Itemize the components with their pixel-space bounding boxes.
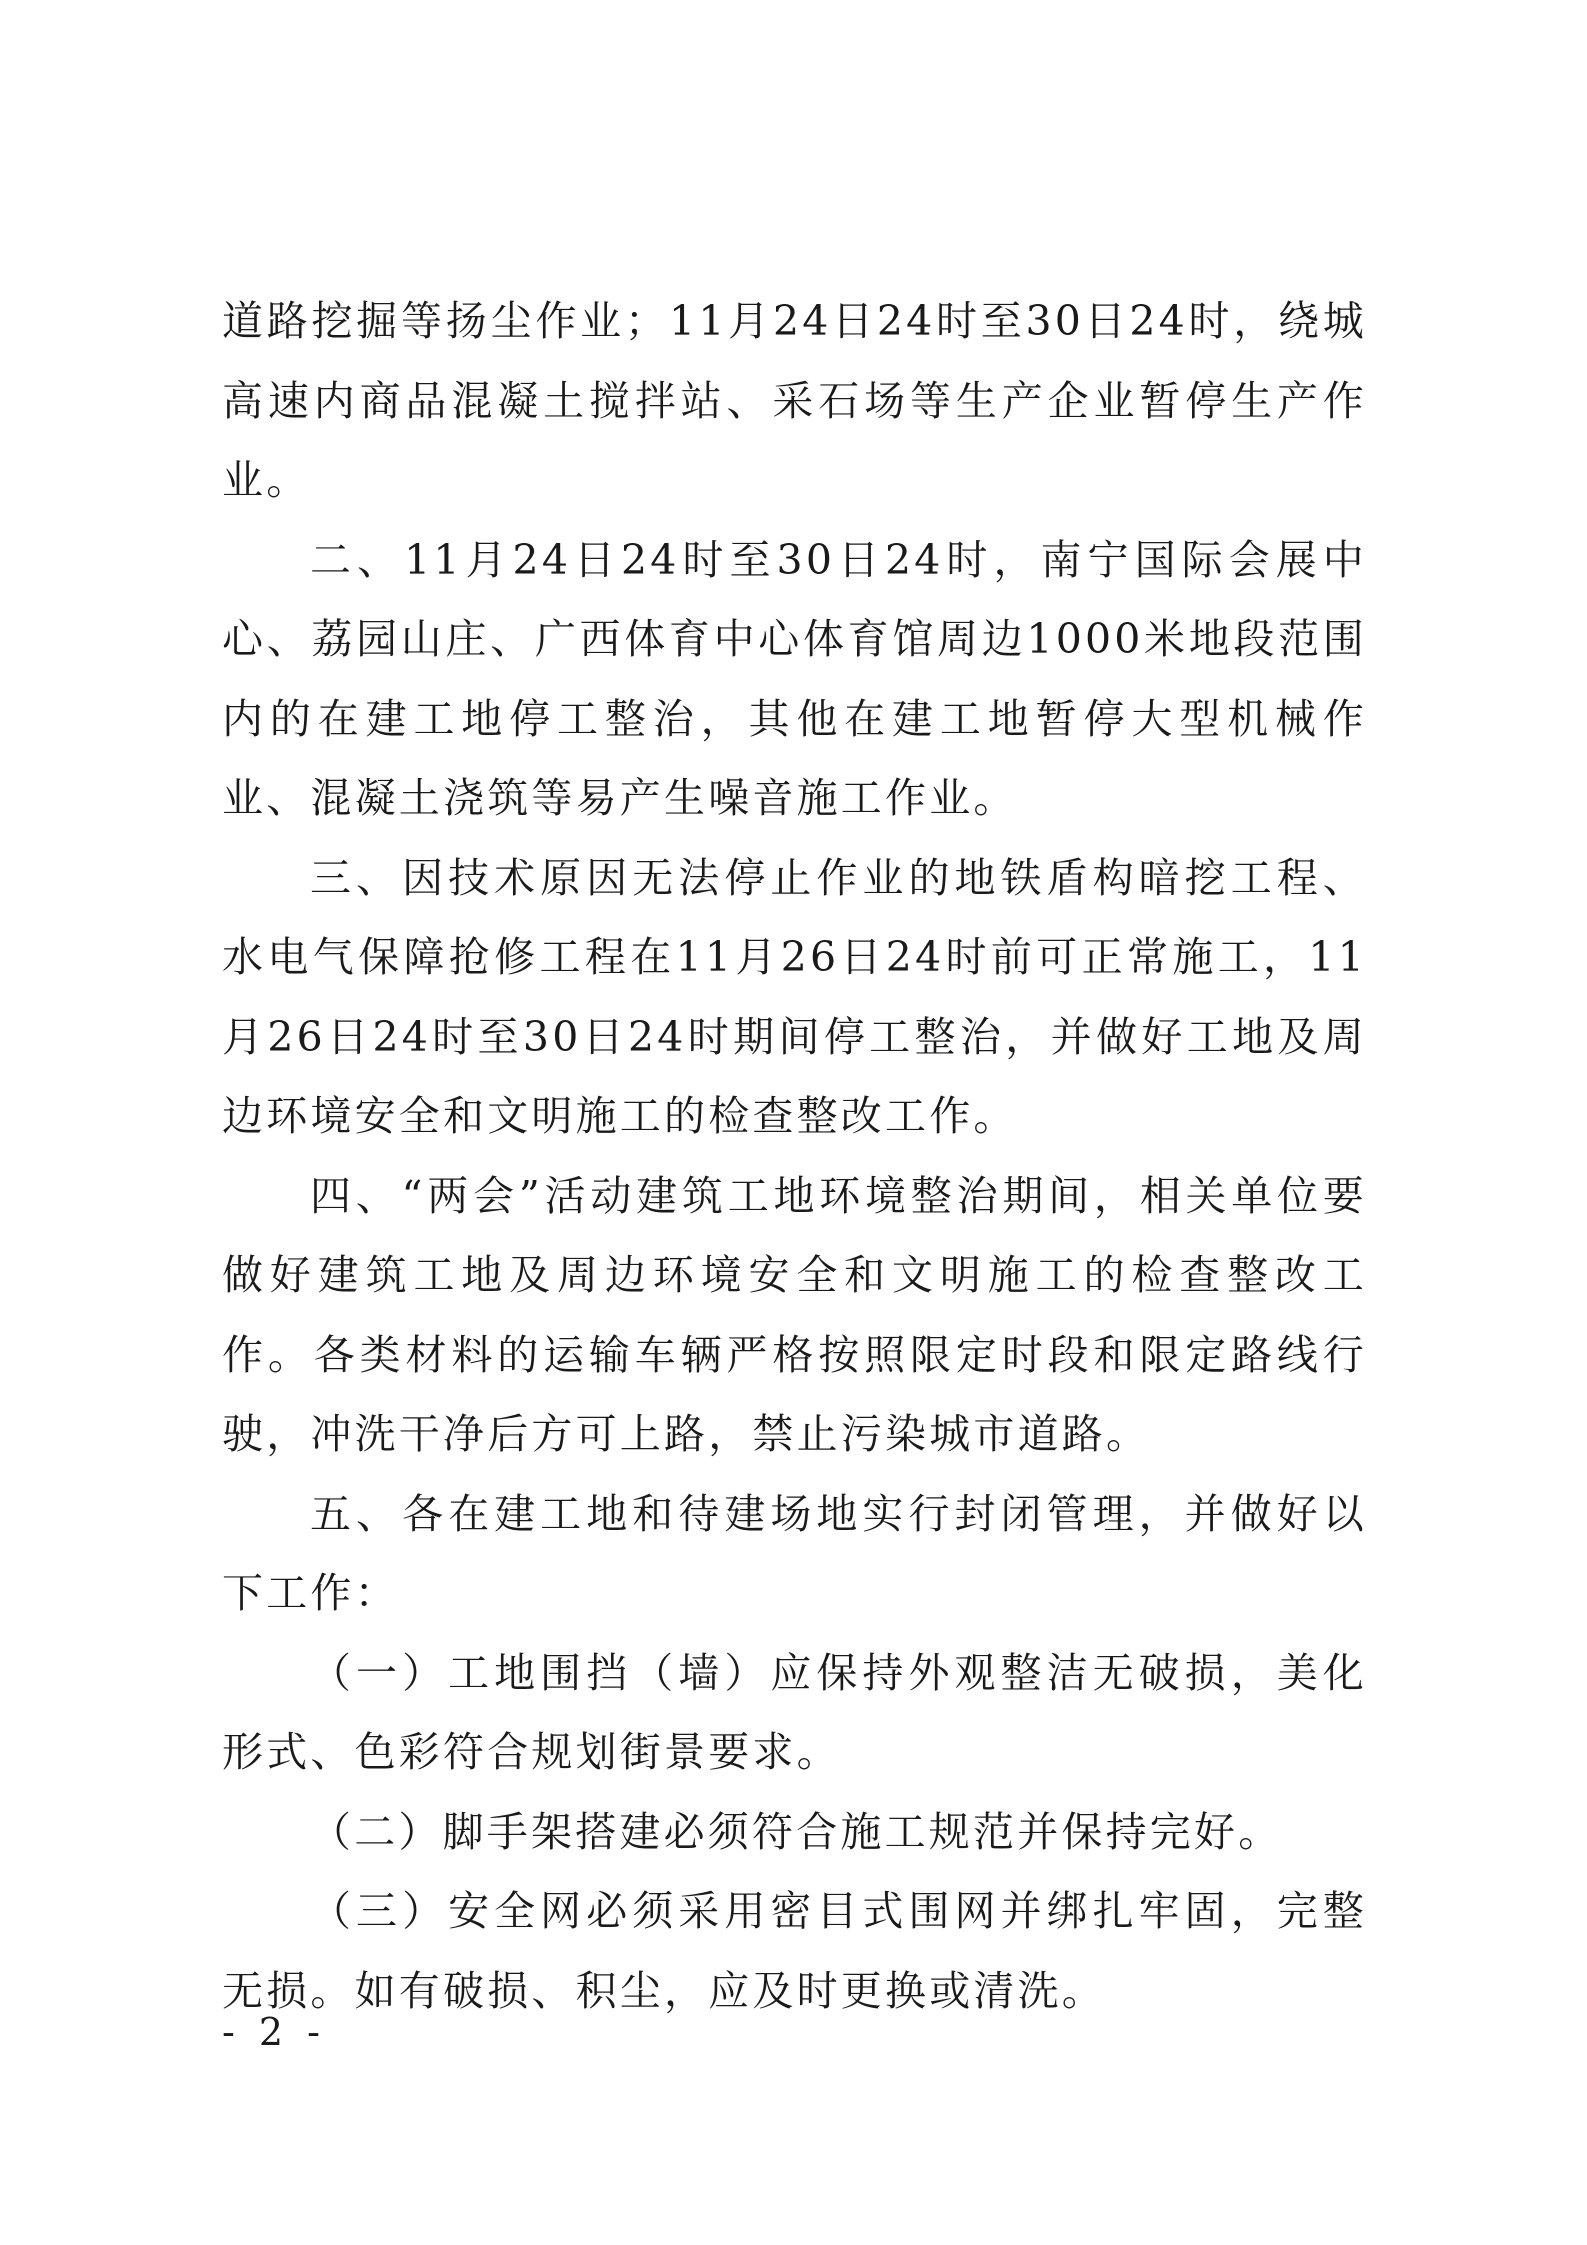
paragraph-continuation: 道路挖掘等扬尘作业；11月24日24时至30日24时，绕城高速内商品混凝土搅拌站、采石场等生产企业暂停生产作业。 (222, 297, 1367, 504)
paragraph-subitem-3: （三）安全网必须采用密目式围网并绑扎牢固，完整无损。如有破损、积尘，应及时更换或清洗。 (222, 1887, 1367, 2015)
paragraph-item-5: 五、各在建工地和待建场地实行封闭管理，并做好以下工作： (222, 1489, 1367, 1617)
paragraph-subitem-1: （一）工地围挡（墙）应保持外观整洁无破损，美化形式、色彩符合规划街景要求。 (222, 1648, 1367, 1776)
paragraph-item-4: 四、“两会”活动建筑工地环境整治期间，相关单位要做好建筑工地及周边环境安全和文明施工的检查整改工作。各类材料的运输车辆严格按照限定时段和限定路线行驶，冲洗干净后方可上路，禁止污染城市道路。 (222, 1171, 1367, 1458)
paragraph-item-2: 二、11月24日24时至30日24时，南宁国际会展中心、荔园山庄、广西体育中心体育馆周边1000米地段范围内的在建工地停工整治，其他在建工地暂停大型机械作业、混凝土浇筑等易产生噪音施工作业。 (222, 535, 1367, 822)
page-number: - 2 - (222, 2010, 327, 2054)
paragraph-item-3: 三、因技术原因无法停止作业的地铁盾构暗挖工程、水电气保障抢修工程在11月26日24时前可正常施工，11月26日24时至30日24时期间停工整治，并做好工地及周边环境安全和文明施工的检查整改工作。 (222, 853, 1367, 1140)
paragraph-subitem-2: （二）脚手架搭建必须符合施工规范并保持完好。 (310, 1807, 1283, 1856)
document-body (222, 282, 1367, 2031)
